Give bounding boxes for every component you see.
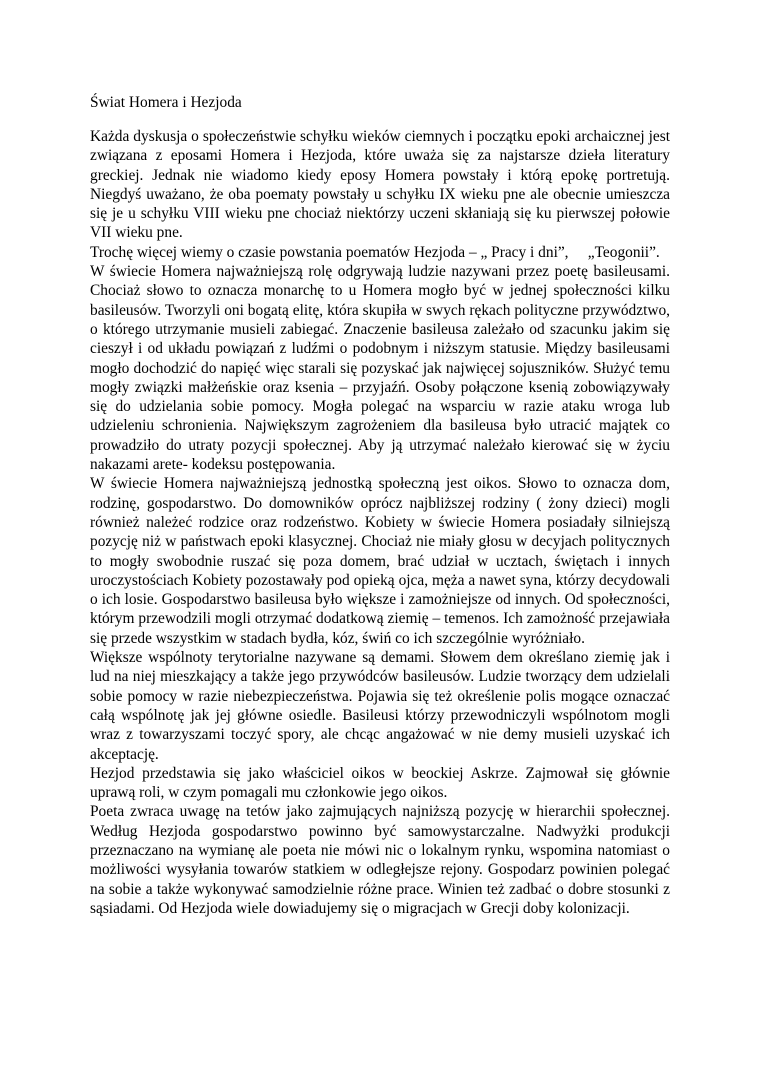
paragraph-hesiod-poems: Trochę więcej wiemy o czasie powstania poematów Hezjoda – „ Pracy i dni”, „Teogonii”. [90, 243, 660, 261]
paragraph-basileus: W świecie Homera najważniejszą rolę odgrywają ludzie nazywani przez poetę basileusami. Chociaż słowo to oznacza monarchę to u Homera mogło być w jednej społeczności kilku basileusów. Tworzyli oni bogatą elitę, która skupiła w swych rękach polityczne przywództwo, o którego utrzymanie musieli zabiegać. Znaczenie basileusa zależało od szacunku jakim się cieszył i od układu powiązań z ludźmi o podobnym i niższym statusie. Między basileusami mogło dochodzić do napięć więc starali się pozyskać jak najwięcej sojuszników. Służyć temu mogły związki małżeńskie oraz ksenia – przyjaźń. Osoby połączone ksenią zobowiązywały się do udzielania sobie pomocy. Mogła polegać na wsparciu w razie ataku wroga lub udzieleniu schronienia. Największym zagrożeniem dla basileusa było utracić majątek co prowadziło do utraty pozycji społecznej. Aby ją utrzymać należało kierować się w życiu nakazami arete- kodeksu postępowania. [90, 263, 670, 474]
document-body [90, 127, 670, 918]
paragraph-oikos: W świecie Homera najważniejszą jednostką społeczną jest oikos. Słowo to oznacza dom, rodzinę, gospodarstwo. Do domowników oprócz najbliższej rodziny ( żony dzieci) mogli również należeć rodzice oraz rodzeństwo. Kobiety w świecie Homera posiadały silniejszą pozycję niż w państwach epoki klasycznej. Chociaż nie miały głosu w decyjach politycznych to mogły swobodnie ruszać się poza domem, brać udział w ucztach, świętach i innych uroczystościach Kobiety pozostawały pod opieką ojca, męża a nawet syna, którzy decydowali o ich losie. Gospodarstwo basileusa było większe i zamożniejsze od innych. Od społeczności, którym przewodzili mogli otrzymać dodatkową ziemię – temenos. Ich zamożność przejawiała się przede wszystkim w stadach bydła, kóz, świń co ich szczególnie wyróżniało. [90, 475, 670, 647]
paragraph-intro: Każda dyskusja o społeczeństwie schyłku wieków ciemnych i początku epoki archaicznej jest związana z eposami Homera i Hezjoda, które uważa się za najstarsze dzieła literatury greckiej. Jednak nie wiadomo kiedy eposy Homera powstały i którą epokę portretują. Niegdyś uważano, że oba poematy powstały u schyłku IX wieku pne ale obecnie umieszcza się je u schyłku VIII wieku pne chociaż niektórzy uczeni skłaniają się ku pierwszej połowie VII wieku pne. [90, 128, 670, 242]
page-title: Świat Homera i Hezjoda [90, 94, 242, 111]
paragraph-hesiod-askra: Hezjod przedstawia się jako właściciel oikos w beockiej Askrze. Zajmował się głównie uprawą roli, w czym pomagali mu członkowie jego oikos. [90, 764, 670, 802]
paragraph-thetes: Poeta zwraca uwagę na tetów jako zajmujących najniższą pozycję w hierarchii społecznej. Według Hezjoda gospodarstwo powinno być samowystarczalne. Nadwyżki produkcji przeznaczano na wymianę ale poeta nie mówi nic o lokalnym rynku, wspomina natomiast o możliwości wysyłania towarów statkiem w odległejsze rejony. Gospodarz powinien polegać na sobie a także wykonywać samodzielnie różne prace. Winien też zadbać o dobre stosunki z sąsiadami. Od Hezjoda wiele dowiadujemy się o migracjach w Grecji doby kolonizacji. [90, 803, 670, 917]
paragraph-demos: Większe wspólnoty terytorialne nazywane są demami. Słowem dem określano ziemię jak i lud na niej mieszkający a także jego przywódców basileusów. Ludzie tworzący dem udzielali sobie pomocy w razie niebezpieczeństwa. Pojawia się też określenie polis mogące oznaczać całą wspólnotę jak jej główne osiedle. Basileusi którzy przewodniczyli wspólnotom mogli wraz z towarzyszami toczyć spory, ale chcąc angażować w nie demy musieli uzyskać ich akceptację. [90, 649, 670, 763]
